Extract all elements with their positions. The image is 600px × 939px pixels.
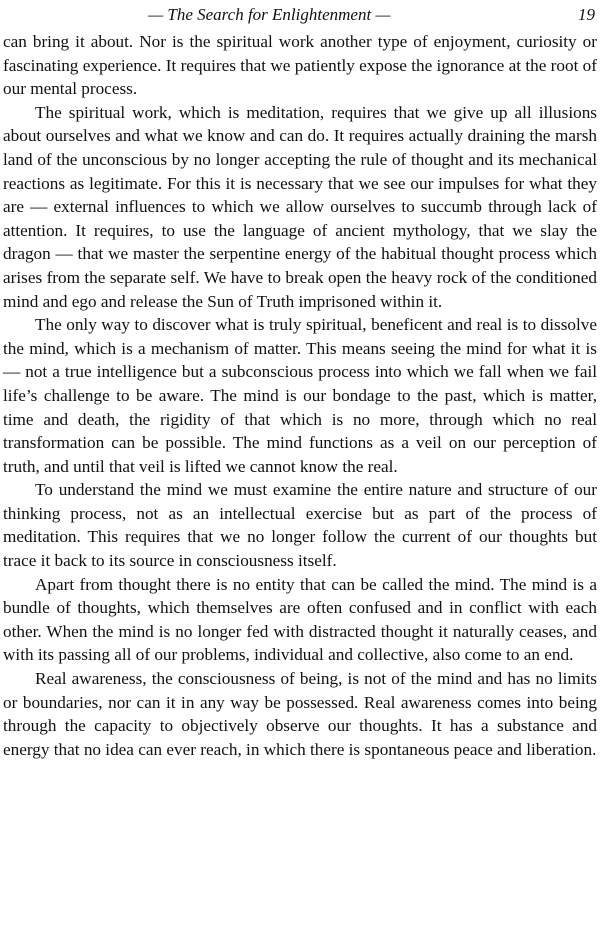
paragraph-continued: can bring it about. Nor is the spiritual work another type of enjoyment, curiosity or fascinating experience. It requires that we patiently expose the ignorance at the root of our mental process. — [3, 32, 597, 99]
paragraph-real-awareness: Real awareness, the consciousness of being, is not of the mind and has no limits or boundaries, nor can it in any way be possessed. Real awareness comes into being through the capacity to objectively observe our thoughts. It has a substance and energy that no idea can ever reach, in which there is spontaneous peace and liberation. — [3, 669, 597, 759]
body-text — [3, 30, 597, 761]
running-title: — The Search for Enlightenment — — [148, 5, 391, 24]
paragraph-spiritual-work: The spiritual work, which is meditation, requires that we give up all illusions about ourselves and what we know and can do. It requires actually draining the marsh land of the unconscious by no longer accepting the rule of thought and its mechanical reactions as legitimate. For this it is necessary that we see our impulses for what they are — external influences to which we allow ourselves to succumb through lack of attention. It requires, to use the language of ancient mythology, that we slay the dragon — that we master the serpentine energy of the habitual thought process which arises from the separate self. We have to break open the heavy rock of the conditioned mind and ego and release the Sun of Truth imprisoned within it. — [3, 102, 597, 311]
running-header — [3, 0, 597, 30]
page-number: 19 — [578, 5, 595, 24]
book-page — [3, 0, 597, 761]
paragraph-apart-from-thought: Apart from thought there is no entity that can be called the mind. The mind is a bundle of thoughts, which themselves are often confused and in conflict with each other. When the mind is no longer fed with distracted thought it naturally ceases, and with its passing all of our problems, individual and collective, also come to an end. — [3, 574, 597, 665]
paragraph-dissolve-mind: The only way to discover what is truly spiritual, beneficent and real is to dissolve the mind, which is a mechanism of matter. This means seeing the mind for what it is — not a true intelligence but a subconscious process into which we fall when we fail life’s challenge to be aware. The mind is our bondage to the past, which is matter, time and death, the rigidity of that which is no more, through which no real transformation can be possible. The mind functions as a veil on our perception of truth, and until that veil is lifted we cannot know the real. — [3, 315, 597, 476]
paragraph-understand-mind: To understand the mind we must examine the entire nature and structure of our thinking process, not as an intellectual exercise but as part of the process of meditation. This requires that we no longer follow the current of our thoughts but trace it back to its source in consciousness itself. — [3, 480, 597, 571]
